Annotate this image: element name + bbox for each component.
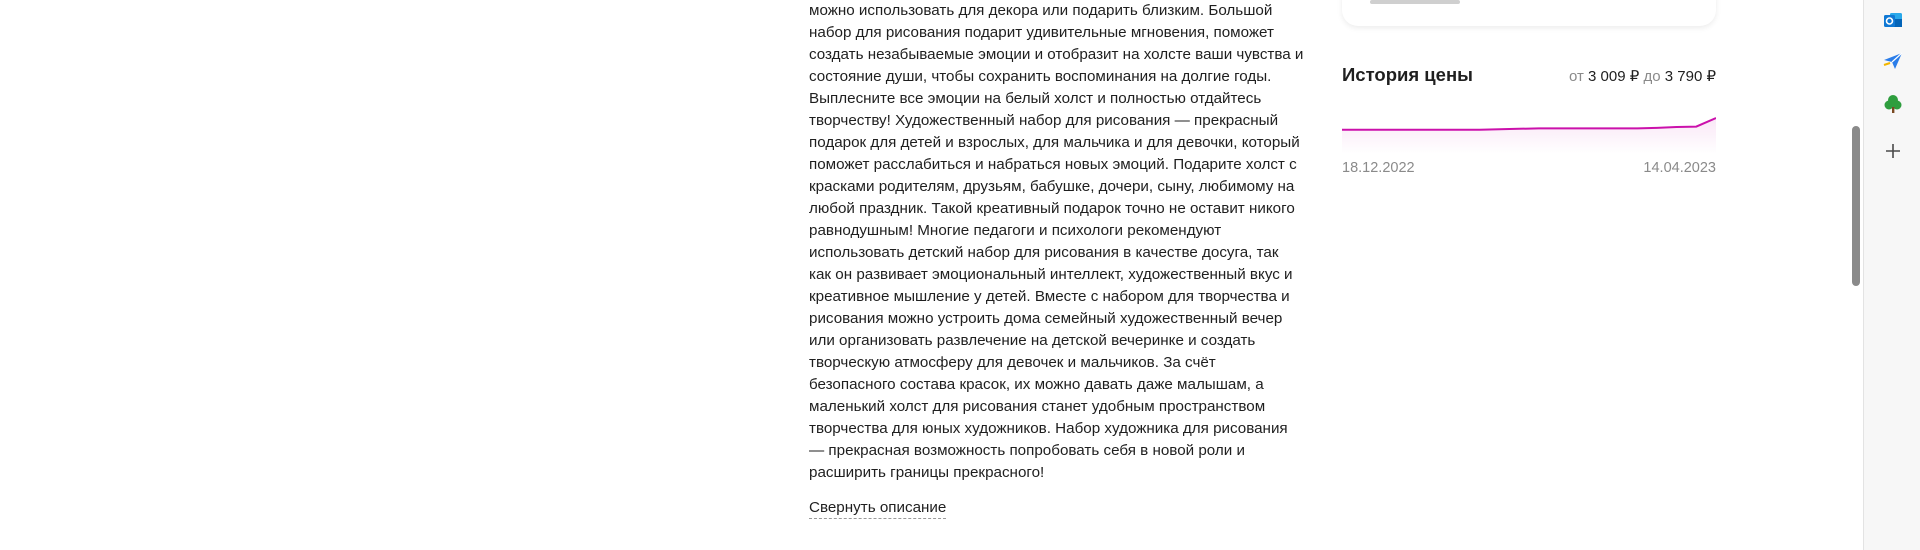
price-max: 3 790 ₽ <box>1664 68 1716 85</box>
tree-icon[interactable] <box>1880 91 1906 117</box>
price-history <box>1342 64 1716 176</box>
send-icon[interactable] <box>1880 48 1906 74</box>
price-from-label: от <box>1568 68 1584 85</box>
add-icon[interactable] <box>1880 138 1906 164</box>
price-history-dates <box>1342 160 1716 176</box>
browser-sidebar <box>1863 0 1920 550</box>
page-scrollbar[interactable] <box>1849 0 1863 550</box>
product-description <box>809 0 1304 519</box>
price-history-title: История цены <box>1342 64 1473 85</box>
price-history-line <box>1342 118 1716 130</box>
price-history-start-date: 18.12.2022 <box>1342 160 1415 176</box>
collapse-description-link[interactable]: Свернуть описание <box>809 498 946 519</box>
price-range <box>1569 67 1716 85</box>
info-card-text-fragment <box>1370 0 1460 4</box>
price-history-header <box>1342 64 1716 86</box>
description-text: можно использовать для декора или подарить близким. Большой набор для рисования подарит удивительные мгновения, поможет создать незабываемые эмоции и отобразит на холсте ваши чувства и состояние души, чтобы сохранить воспоминания на долгие годы. Выплесните все эмоции на белый холст и полностью отдайтесь творчеству! Художественный набор для рисования — прекрасный подарок для детей и взрослых, для мальчика и для девочки, который поможет расслабиться и набраться новых эмоций. Подарите холст с красками родителям, друзьям, бабушке, дочери, сыну, любимому на любой праздник. Такой креативный подарок точно не оставит никого равнодушным! Многие педагоги и психологи рекомендуют использовать детский набор для рисования в качестве досуга, так как он развивает эмоциональный интеллект, художественный вкус и креативное мышление у детей. Вместе с набором для творчества и рисования можно устроить дома семейный художественный вечер или организовать развлечение на детской вечеринке и создать творческую атмосферу для девочек и мальчиков. За счёт безопасного состава красок, их можно давать даже малышам, а маленький холст для рисования станет удобным пространством творчества для юных художников. Набор художника для рисования — прекрасная возможность попробовать себя в новой роли и расширить границы прекрасного! <box>809 2 1304 481</box>
price-history-chart[interactable] <box>1342 106 1716 154</box>
scrollbar-thumb[interactable] <box>1852 126 1860 286</box>
outlook-icon[interactable] <box>1880 8 1906 34</box>
price-min: 3 009 ₽ <box>1588 68 1640 85</box>
price-history-area <box>1342 118 1716 154</box>
price-history-end-date: 14.04.2023 <box>1643 160 1716 176</box>
info-card <box>1342 0 1716 26</box>
price-to-label: до <box>1643 68 1661 85</box>
